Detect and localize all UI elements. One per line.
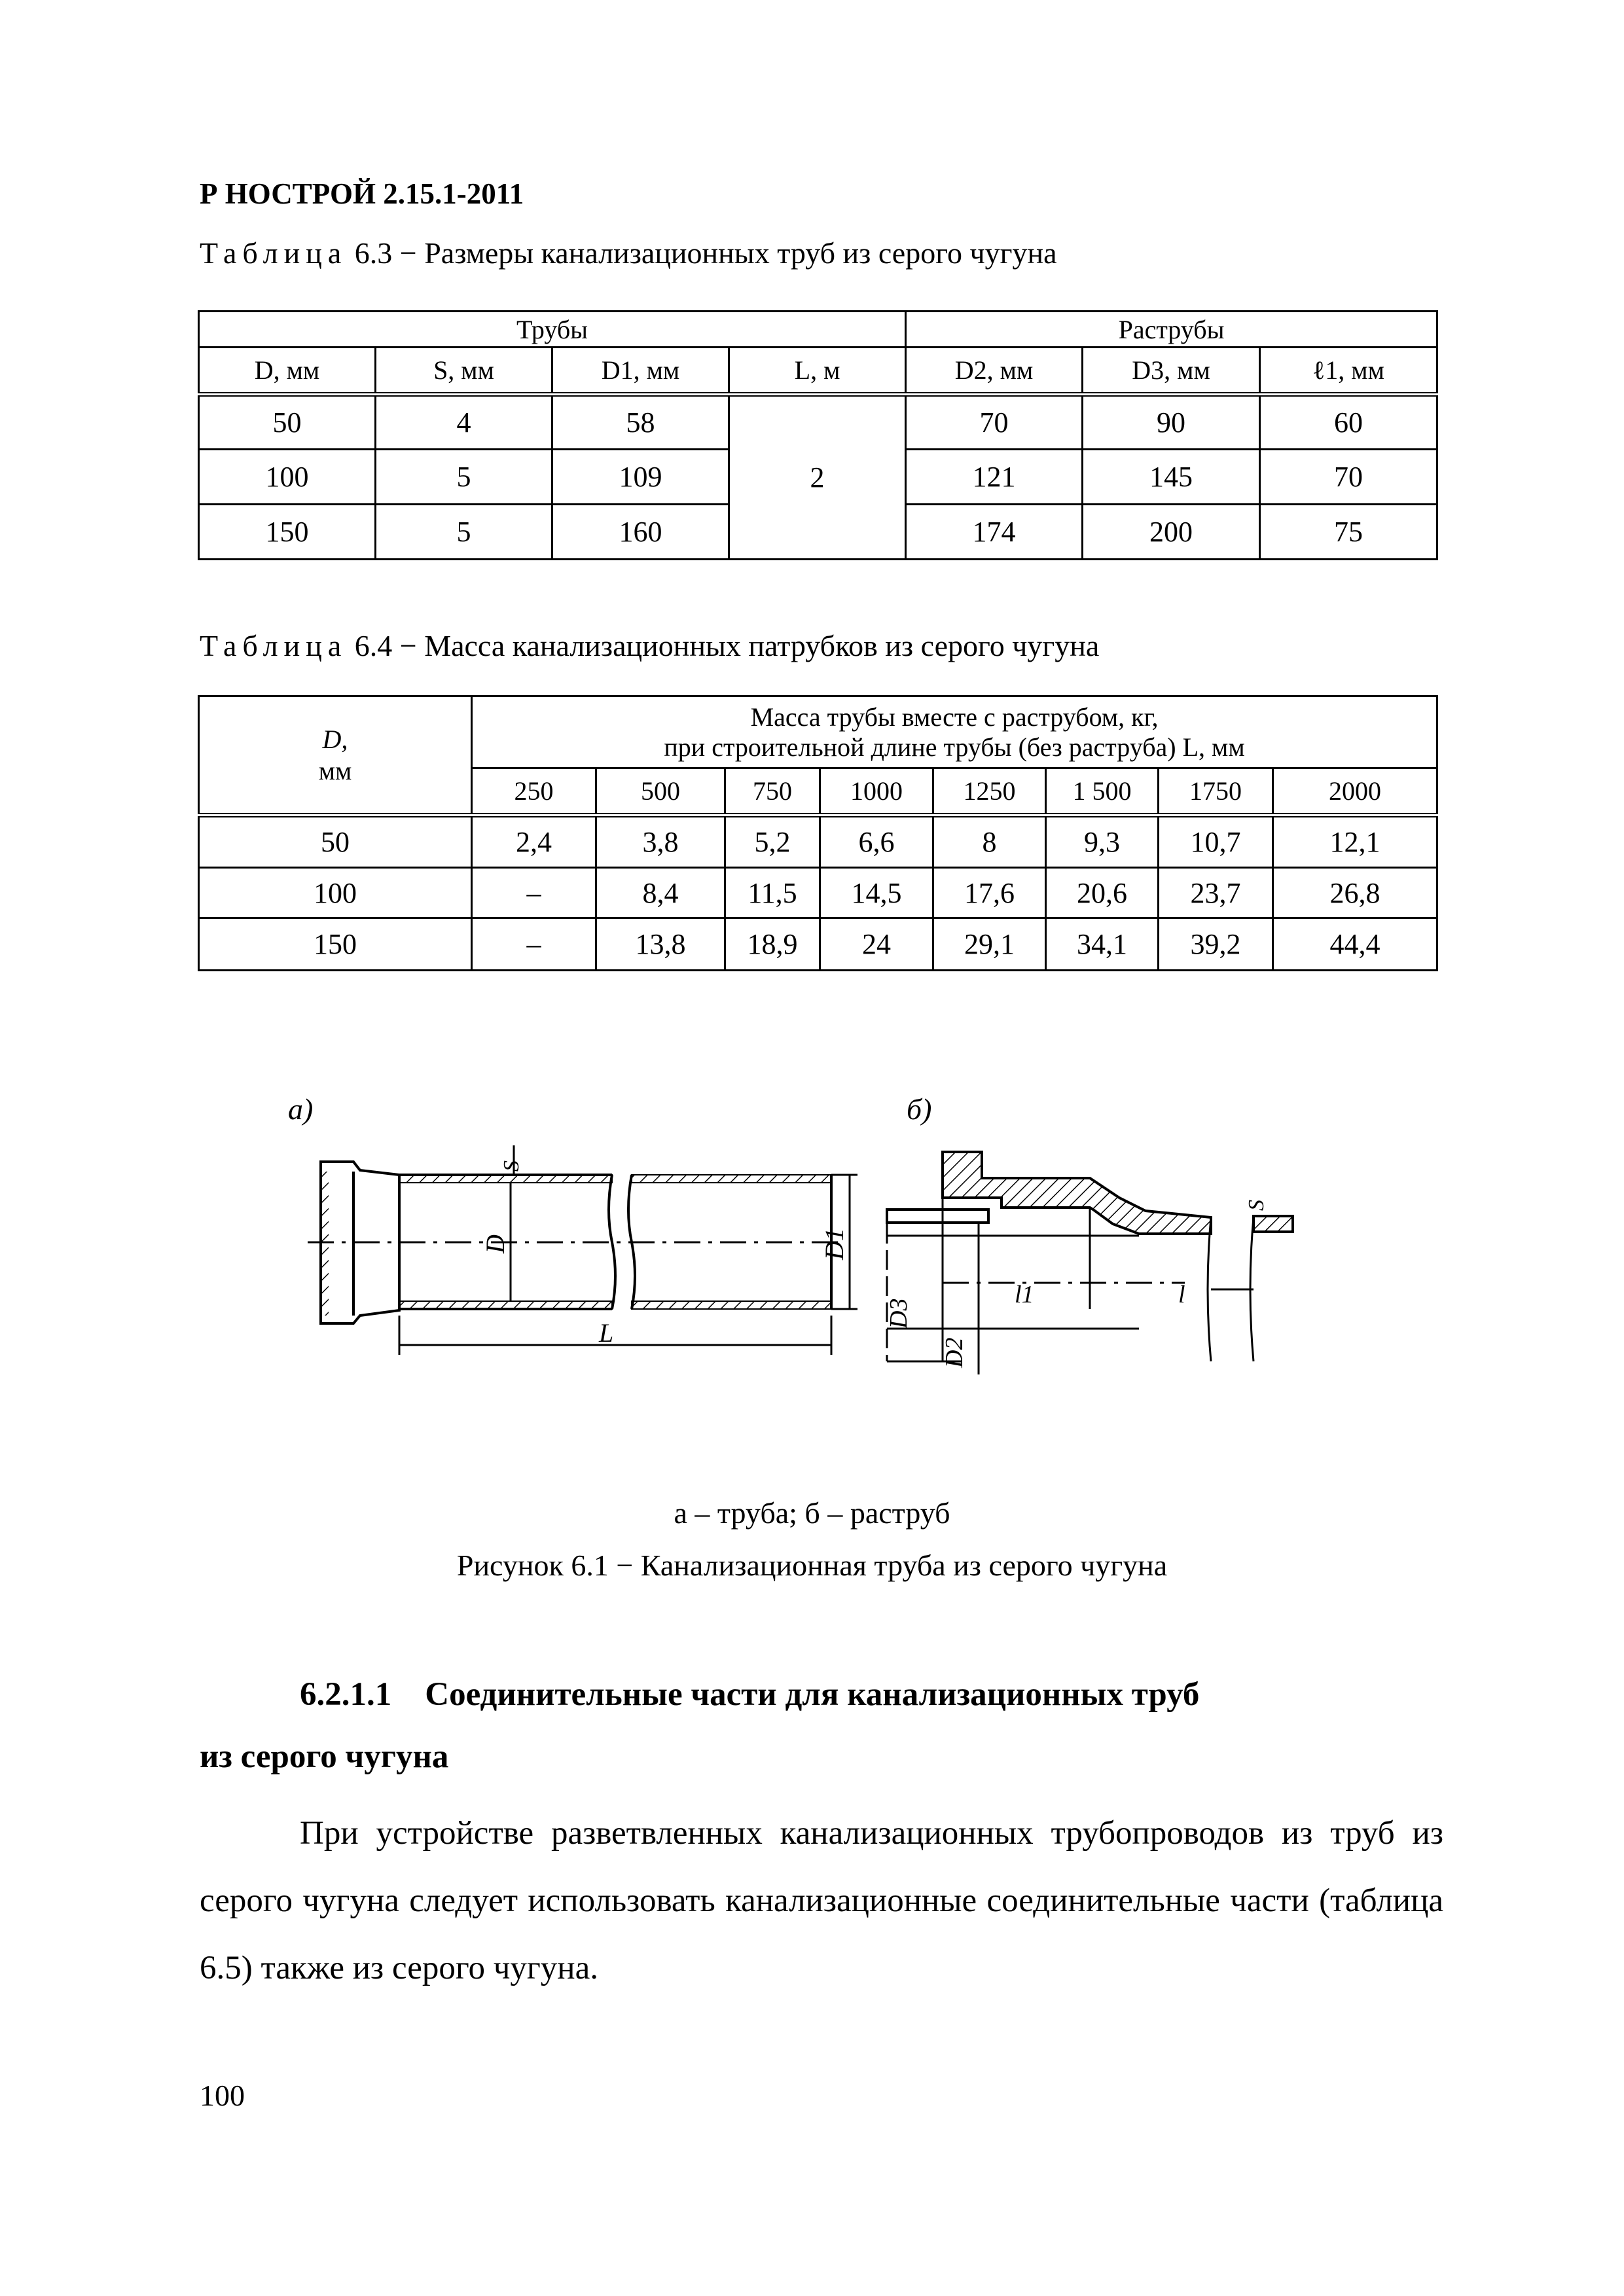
length-header: 2000 <box>1273 768 1437 816</box>
table-label: Таблица <box>200 236 348 270</box>
figure-parts-caption: а – труба; б – раструб <box>674 1496 950 1530</box>
table-cell: 109 <box>552 450 729 505</box>
table-cell: 34,1 <box>1046 918 1159 971</box>
table-cell: 6,6 <box>820 816 933 868</box>
table-6-4 <box>198 695 1438 971</box>
column-header-d <box>199 696 472 816</box>
table-title: 6.3 − Размеры канализационных труб из серого чугуна <box>354 236 1057 270</box>
table-row <box>199 816 1437 868</box>
table-cell: 20,6 <box>1046 868 1159 918</box>
table-cell: 100 <box>199 868 472 918</box>
table-label: Таблица <box>200 629 348 662</box>
page-number: 100 <box>200 2079 245 2112</box>
column-header: S, мм <box>376 348 552 395</box>
table-6-4-caption <box>200 628 1099 663</box>
table-6-3 <box>198 310 1438 560</box>
column-header-d-symbol: D, <box>322 724 348 754</box>
column-header: D1, мм <box>552 348 729 395</box>
table-cell: 75 <box>1260 505 1437 560</box>
table-cell: 11,5 <box>725 868 820 918</box>
table-cell: 150 <box>199 918 472 971</box>
table-cell: – <box>472 918 596 971</box>
column-header-d-unit: мм <box>318 755 352 785</box>
table-cell: 18,9 <box>725 918 820 971</box>
table-cell: 90 <box>1083 395 1260 450</box>
group-header-pipes: Трубы <box>199 312 906 348</box>
table-cell: 29,1 <box>933 918 1046 971</box>
dim-label-d: D <box>480 1234 510 1253</box>
table-cell: 50 <box>199 395 376 450</box>
table-cell: 5,2 <box>725 816 820 868</box>
table-cell: 60 <box>1260 395 1437 450</box>
figure-label-a: а) <box>288 1093 314 1126</box>
table-title: 6.4 − Масса канализационных патрубков из серого чугуна <box>354 629 1100 662</box>
dim-label-d3: D3 <box>885 1298 912 1329</box>
section-heading <box>300 1676 1199 1713</box>
column-header: ℓ1, мм <box>1260 348 1437 395</box>
table-cell: 70 <box>906 395 1083 450</box>
length-header: 750 <box>725 768 820 816</box>
table-cell: 44,4 <box>1273 918 1437 971</box>
length-header: 1250 <box>933 768 1046 816</box>
length-header: 1 500 <box>1046 768 1159 816</box>
table-cell: 12,1 <box>1273 816 1437 868</box>
dim-label-l: L <box>599 1318 614 1348</box>
table-row <box>199 395 1437 450</box>
table-cell: 23,7 <box>1159 868 1273 918</box>
figure-caption: Рисунок 6.1 − Канализационная труба из серого чугуна <box>456 1549 1168 1582</box>
column-header: L, м <box>729 348 906 395</box>
dim-label-s-a: S <box>499 1160 524 1172</box>
table-cell: 13,8 <box>596 918 725 971</box>
table-cell: 8 <box>933 816 1046 868</box>
table-cell: – <box>472 868 596 918</box>
table-cell: 160 <box>552 505 729 560</box>
section-number: 6.2.1.1 <box>300 1676 392 1713</box>
table-cell: 5 <box>376 450 552 505</box>
figure-pipe-drawing <box>288 1093 1348 1440</box>
length-header: 1750 <box>1159 768 1273 816</box>
table-cell: 17,6 <box>933 868 1046 918</box>
dim-label-d1: D1 <box>820 1228 849 1260</box>
table-row <box>199 868 1437 918</box>
table-cell: 39,2 <box>1159 918 1273 971</box>
table-cell: 4 <box>376 395 552 450</box>
dim-label-l: l <box>1178 1281 1185 1308</box>
dim-label-l1: l1 <box>1015 1281 1034 1308</box>
table-cell: 100 <box>199 450 376 505</box>
group-header-line2: при строительной длине трубы (без раструба) L, мм <box>664 732 1245 762</box>
table-6-3-caption <box>200 236 1056 270</box>
table-cell: 174 <box>906 505 1083 560</box>
table-cell: 8,4 <box>596 868 725 918</box>
length-header: 1000 <box>820 768 933 816</box>
dim-label-s-b: S <box>1244 1200 1269 1211</box>
section-title-line2: из серого чугуна <box>200 1738 449 1775</box>
table-cell: 26,8 <box>1273 868 1437 918</box>
column-header: D, мм <box>199 348 376 395</box>
table-cell: 150 <box>199 505 376 560</box>
table-cell: 14,5 <box>820 868 933 918</box>
table-cell: 10,7 <box>1159 816 1273 868</box>
table-header-row <box>199 348 1437 395</box>
group-header-sockets: Раструбы <box>906 312 1437 348</box>
table-row <box>199 918 1437 971</box>
section-title-line1: Соединительные части для канализационных труб <box>425 1676 1200 1713</box>
document-header: Р НОСТРОЙ 2.15.1-2011 <box>200 177 524 210</box>
dim-label-d2: D2 <box>941 1337 968 1368</box>
body-paragraph: При устройстве разветвленных канализационных трубопроводов из труб из серого чугуна следует использовать канализационные соединительные части (таблица 6.5) также из серого чугуна. <box>200 1815 1443 1986</box>
table-cell: 58 <box>552 395 729 450</box>
table-cell: 121 <box>906 450 1083 505</box>
table-cell: 70 <box>1260 450 1437 505</box>
group-header-mass <box>472 696 1437 768</box>
length-header: 250 <box>472 768 596 816</box>
table-cell: 9,3 <box>1046 816 1159 868</box>
group-header-line1: Масса трубы вместе с раструбом, кг, <box>750 702 1159 732</box>
table-cell: 3,8 <box>596 816 725 868</box>
table-cell: 2,4 <box>472 816 596 868</box>
column-header: D2, мм <box>906 348 1083 395</box>
length-header: 500 <box>596 768 725 816</box>
table-cell: 50 <box>199 816 472 868</box>
pipe-drawing-a <box>308 1145 857 1355</box>
table-cell: 24 <box>820 918 933 971</box>
table-cell: 5 <box>376 505 552 560</box>
table-cell: 200 <box>1083 505 1260 560</box>
table-cell-merged: 2 <box>729 395 906 560</box>
column-header: D3, мм <box>1083 348 1260 395</box>
figure-label-b: б) <box>907 1093 932 1126</box>
table-cell: 145 <box>1083 450 1260 505</box>
